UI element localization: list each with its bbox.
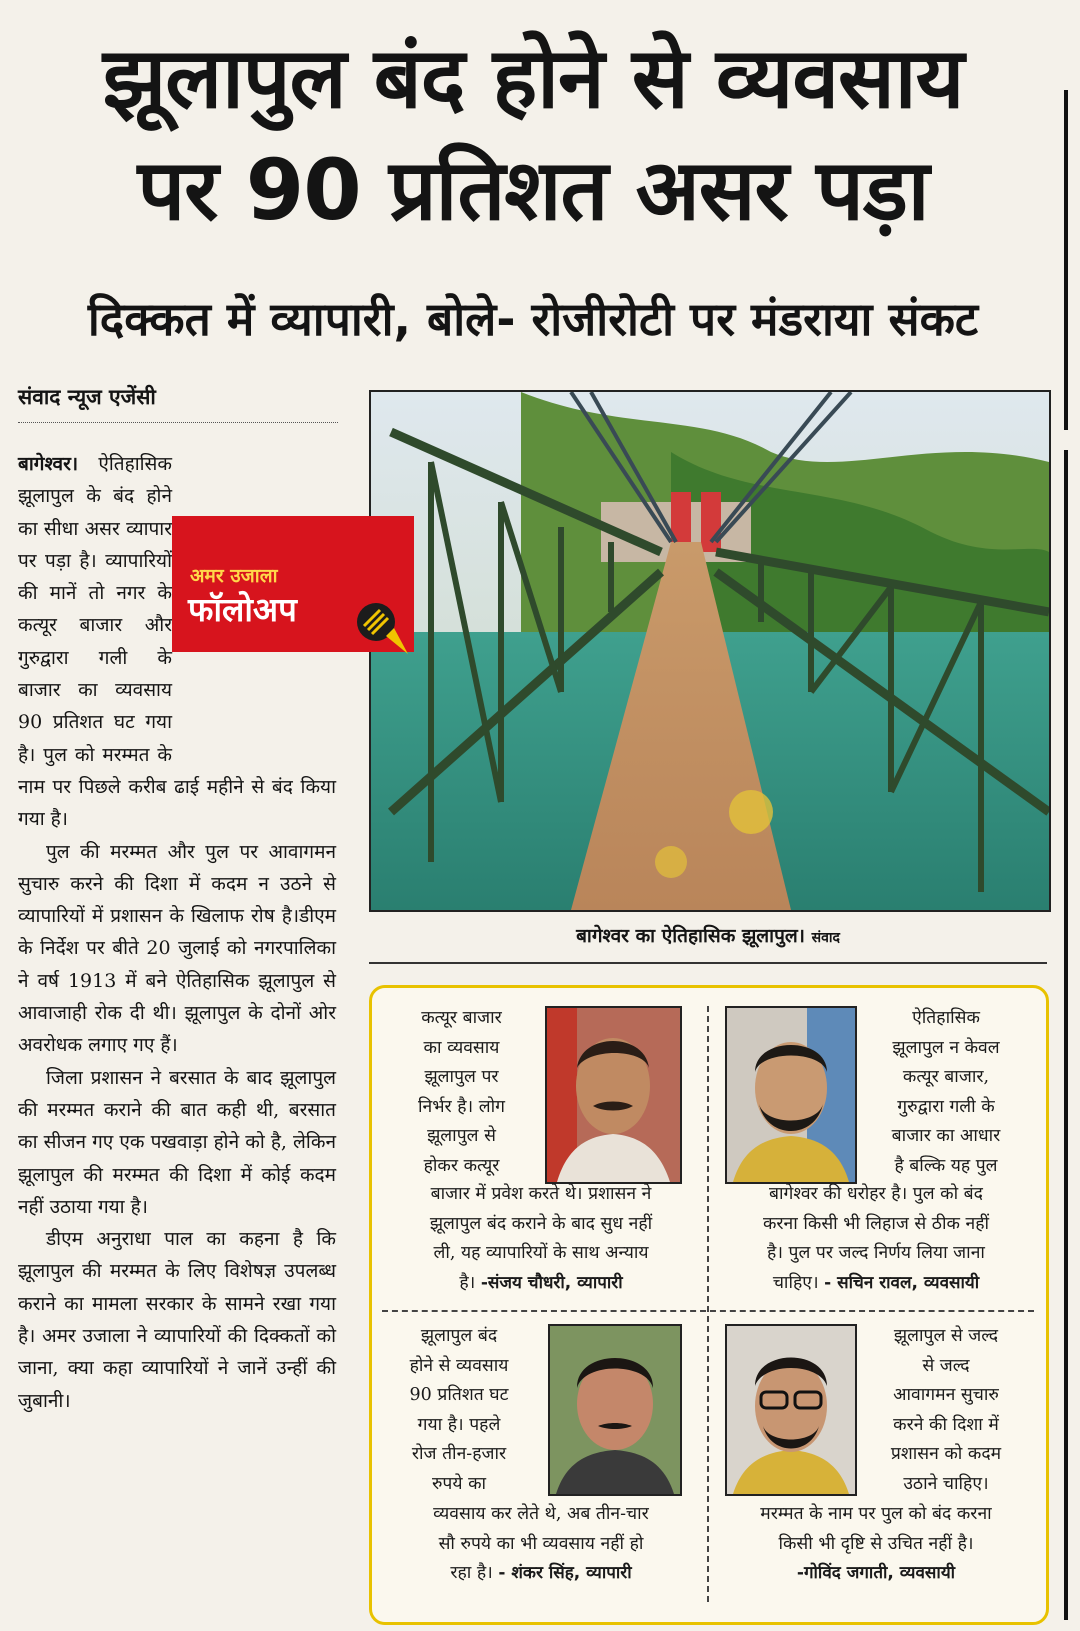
brand-label: अमर उजाला bbox=[190, 565, 278, 587]
photo-caption bbox=[369, 922, 1047, 952]
headline-line-1: झूलापुल बंद होने से व्यवसाय bbox=[102, 29, 964, 127]
article-paragraph: डीएम अनुराधा पाल का कहना है कि झूलापुल की मरम्मत के लिए विशेषज्ञ उपलब्ध कराने का मामला सरकार के सामने रखा गया है। अमर उजाला ने व्यापारियों की दिक्कतों को जाना, क्या कहा व्यापारियों ने जानें उन्हीं की जुबानी। bbox=[18, 1228, 336, 1412]
followup-badge bbox=[172, 516, 414, 652]
quote-card-sanjay bbox=[372, 988, 707, 1308]
quote-lead: ऐतिहासिक झूलापुल न केवल कत्यूर बाजार, गुरुद्वारा गली के बाजार का आधार है बल्कि यह पुल bbox=[891, 1008, 1001, 1176]
quote-body: बागेश्वर की धरोहर है। पुल को बंद करना किसी भी लिहाज से ठीक नहीं है। पुल पर जल्द निर्णय लिया जाना चाहिए। - सचिन रावल, व्यवसायी bbox=[762, 1184, 990, 1293]
portrait-sanjay-chaudhary bbox=[545, 1006, 682, 1184]
headline bbox=[18, 22, 1048, 246]
byline: संवाद न्यूज एजेंसी bbox=[18, 385, 156, 409]
portrait-govind-jagati bbox=[725, 1324, 857, 1496]
portrait-shankar-singh bbox=[548, 1324, 682, 1496]
quote-signature: - सचिन रावल, व्यवसायी bbox=[824, 1272, 980, 1293]
quote-signature: -गोविंद जगाती, व्यवसायी bbox=[796, 1563, 956, 1583]
article-paragraph: पुल की मरम्मत और पुल पर आवागमन सुचारु करने की दिशा में कदम न उठने से व्यापारियों में प्रशासन के खिलाफ रोष है।डीएम के निर्देश पर बीते 20 जुलाई को नगरपालिका ने वर्ष 1913 में बने ऐतिहासिक झूलापुल से आवाजाही रोक दी थी। झूलापुल के दोनों ओर अवरोधक लगाए गए हैं। bbox=[18, 840, 336, 1057]
quote-card-govind bbox=[709, 1312, 1046, 1622]
quote-lead: कत्यूर बाजार का व्यवसाय झूलापुल पर निर्भर है। लोग झूलापुल से होकर कत्यूर bbox=[417, 1008, 505, 1176]
microphone-icon bbox=[350, 596, 408, 654]
quote-card-shankar bbox=[372, 1312, 707, 1622]
byline-divider bbox=[18, 422, 338, 423]
quote-signature: -संजय चौधरी, व्यापारी bbox=[480, 1272, 623, 1293]
caption-divider bbox=[369, 962, 1047, 964]
quote-body: व्यवसाय कर लेते थे, अब तीन-चार सौ रुपये का भी व्यवसाय नहीं हो रहा है। - शंकर सिंह, व्यापारी bbox=[433, 1504, 649, 1583]
quote-lead: झूलापुल से जल्द से जल्द आवागमन सुचारु करने की दिशा में प्रशासन को कदम उठाने चाहिए। bbox=[890, 1326, 1002, 1494]
bridge-photo-illustration bbox=[371, 392, 1049, 910]
quote-card-sachin bbox=[709, 988, 1046, 1308]
bridge-photo bbox=[369, 390, 1051, 912]
dateline: बागेश्वर। bbox=[18, 453, 79, 475]
column-rule bbox=[1064, 90, 1068, 1620]
subheadline: दिक्कत में व्यापारी, बोले- रोजीरोटी पर मंडराया संकट bbox=[87, 292, 979, 346]
article-paragraph: बागेश्वर। ऐतिहासिक झूलापुल के बंद होने का सीधा असर व्यापार पर पड़ा है। व्यापारियों की मानें तो नगर के कत्यूर बाजार और गुरुद्वारा गली के बाजार का व्यवसाय 90 प्रतिशत घट गया है। पुल को मरम्मत के नाम पर पिछले करीब ढाई महीने से बंद किया गया है। bbox=[18, 453, 336, 831]
headline-line-2: पर 90 प्रतिशत असर पड़ा bbox=[137, 141, 929, 239]
caption-text: बागेश्वर का ऐतिहासिक झूलापुल। bbox=[576, 925, 805, 947]
followup-label: फॉलोअप bbox=[188, 590, 297, 629]
quote-body: मरम्मत के नाम पर पुल को बंद करना किसी भी दृष्टि से उचित नहीं है। -गोविंद जगाती, व्यवसायी bbox=[760, 1504, 992, 1583]
photo-credit: संवाद bbox=[811, 930, 840, 946]
quotes-box bbox=[369, 985, 1049, 1625]
quote-signature: - शंकर सिंह, व्यापारी bbox=[498, 1563, 632, 1583]
article-paragraph: जिला प्रशासन ने बरसात के बाद झूलापुल की मरम्मत कराने की बात कही थी, बरसात का सीजन गए एक पखवाड़ा होने को है, लेकिन झूलापुल की मरम्मत की दिशा में कोई कदम नहीं उठाया गया है। bbox=[18, 1066, 336, 1218]
portrait-sachin-rawal bbox=[725, 1006, 857, 1184]
quote-lead: झूलापुल बंद होने से व्यवसाय 90 प्रतिशत घट गया है। पहले रोज तीन-हजार रुपये का bbox=[409, 1326, 509, 1494]
quote-body: बाजार में प्रवेश करते थे। प्रशासन ने झूलापुल बंद कराने के बाद सुध नहीं ली, यह व्यापारियों के साथ अन्याय है। -संजय चौधरी, व्यापारी bbox=[429, 1184, 653, 1293]
